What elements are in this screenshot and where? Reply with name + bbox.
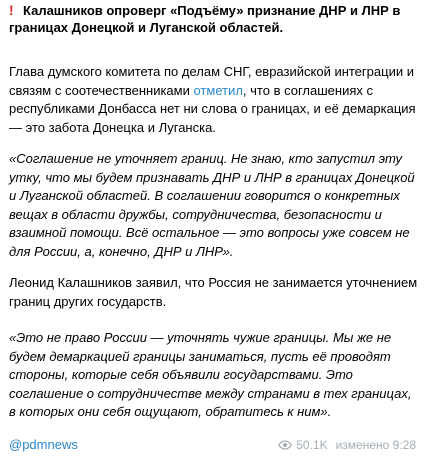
views-count: 50.1K (296, 438, 328, 452)
post-title-text: Калашников опроверг «Подъёму» признание ДНР и ЛНР в границах Донецкой и Луганской областей. (9, 3, 401, 35)
eye-icon (278, 440, 292, 450)
paragraph-1-text-start: Глава думского комитета по делам СНГ, евразийской интеграции и связям с соотечественниками (9, 64, 414, 98)
post-quote-2: «Это не право России — уточнять чужие границы. Мы же не будем демаркацией границы заниматься, пусть её проводят стороны, которые себя объявили государствами. Это соглашение о сотрудничестве между странами в тех границах, в которых они себя ощущают, обратитесь к ним». (9, 330, 412, 419)
exclamation-icon: ! (9, 2, 14, 18)
edited-time: изменено 9:28 (335, 438, 416, 452)
paragraph-1-text-end: , что в соглашениях с республиками Донбасса нет ни слова о границах, и её демаркация — это забота Донецка и Луганска. (9, 82, 416, 135)
mentioned-link[interactable]: отметил (193, 82, 243, 98)
post-meta (278, 437, 416, 453)
channel-link[interactable]: @pdmnews (9, 437, 78, 452)
post-paragraph-1 (9, 63, 419, 137)
post-quote-1: «Соглашение не уточняет границ. Не знаю, кто запустил эту утку, что мы будем признавать ДНР и ЛНР в границах Донецкой и Луганской областей. В соглашении говорится о конкретных вещах в области дружбы, сотрудничества, безопасности и взаимной помощи. Всё остальное — это вопросы уже совсем не для России, а, конечно, ДНР и ЛНР». (9, 151, 415, 259)
post-footer (9, 437, 416, 453)
post-title (9, 2, 421, 36)
post-paragraph-3: Леонид Калашников заявил, что Россия не занимается уточнением границ других государств. (9, 275, 418, 309)
